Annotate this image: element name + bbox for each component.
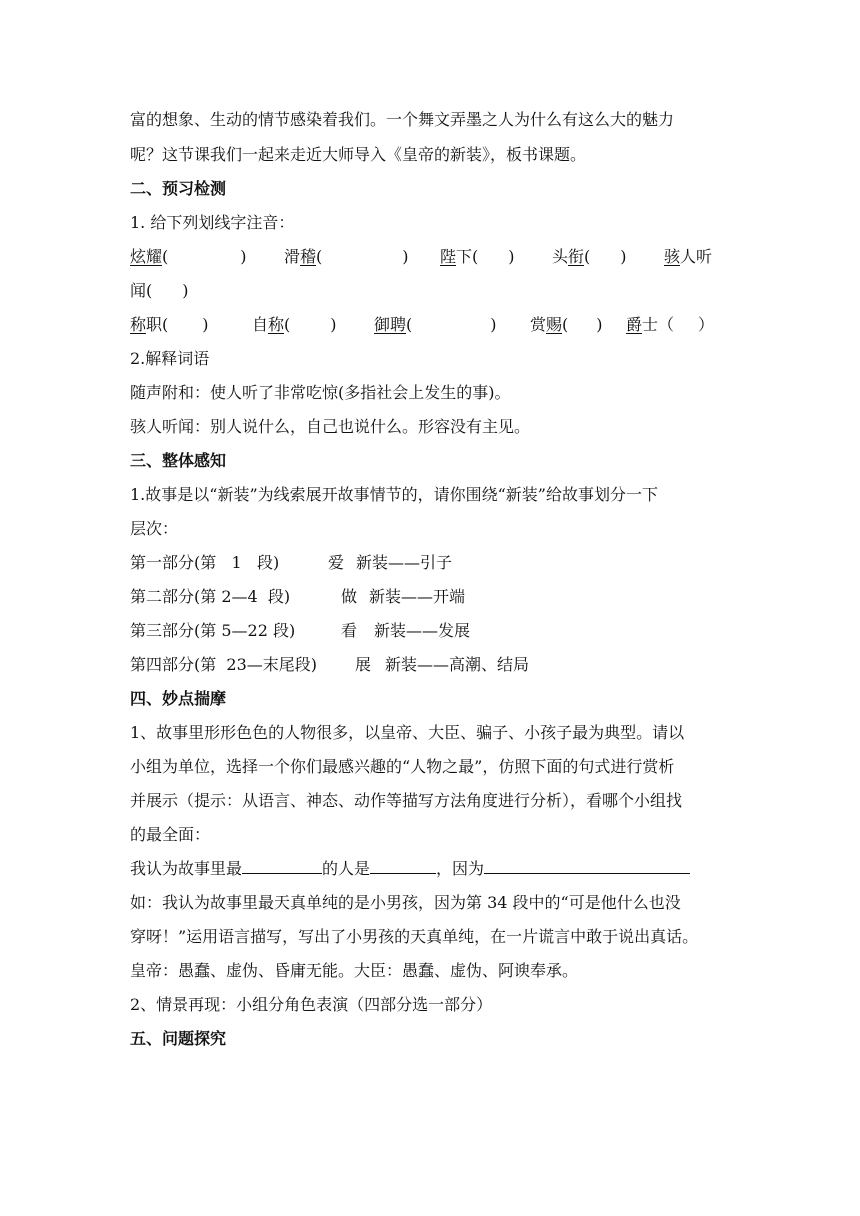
template-text: 的人是 (322, 859, 371, 878)
pinyin-item: 御聘( ) (374, 315, 497, 334)
part-label: 第二部分(第 2—4 段) (130, 587, 291, 606)
pinyin-item: 陛下( ) (440, 247, 515, 266)
part-verb: 展 (355, 655, 372, 674)
section-heading-inquiry: 五、问题探究 (130, 1029, 227, 1048)
example-line-1: 如：我认为故事里最天真单纯的是小男孩，因为第 34 段中的“可是他什么也没 (130, 893, 681, 912)
appreciation-question-line-2: 小组为单位，选择一个你们最感兴趣的“人物之最”，仿照下面的句式进行赏析 (130, 757, 675, 776)
part-verb: 看 (341, 621, 358, 640)
answer-blank-reason[interactable] (484, 857, 690, 874)
part-row (130, 585, 465, 609)
definition-2: 骇人听闻：别人说什么，自己也说什么。形容没有主见。 (130, 417, 531, 436)
appreciation-question-line-3: 并展示（提示：从语言、神态、动作等描写方法角度进行分析），看哪个小组找 (130, 791, 683, 810)
pinyin-item: 爵士（ ） (626, 315, 715, 334)
section-heading-appreciation: 四、妙点揣摩 (130, 689, 227, 708)
overview-question-line-2: 层次： (130, 519, 179, 538)
answer-blank-superlative[interactable] (242, 857, 322, 874)
pinyin-item: 滑稽( ) (284, 247, 409, 266)
character-summary: 皇帝：愚蠢、虚伪、昏庸无能。大臣：愚蠢、虚伪、阿谀奉承。 (130, 961, 579, 980)
part-verb: 爱 (328, 553, 345, 572)
pinyin-row-2 (130, 313, 714, 337)
part-row (130, 653, 529, 677)
roleplay-question: 2、情景再现：小组分角色表演（四部分选一部分） (130, 995, 493, 1014)
pinyin-row-1 (130, 245, 712, 269)
answer-blank-character[interactable] (370, 857, 436, 874)
question-definitions: 2.解释词语 (130, 349, 210, 368)
pinyin-item: 骇人听 (664, 247, 713, 266)
template-text: 我认为故事里最 (130, 859, 243, 878)
pinyin-item: 头衔( ) (552, 247, 627, 266)
section-heading-overview: 三、整体感知 (130, 451, 227, 470)
question-pinyin: 1. 给下列划线字注音： (130, 213, 295, 232)
part-label: 第三部分(第 5—22 段) (130, 621, 296, 640)
example-line-2: 穿呀！”运用语言描写，写出了小男孩的天真单纯，在一片谎言中敢于说出真话。 (130, 927, 699, 946)
appreciation-question-line-4: 的最全面： (130, 825, 211, 844)
fill-in-template (130, 857, 690, 881)
part-desc: 新装——开端 (369, 587, 466, 606)
part-desc: 新装——引子 (356, 553, 453, 572)
section-heading-preview: 二、预习检测 (130, 179, 227, 198)
template-text: ，因为 (436, 859, 485, 878)
pinyin-item: 赏赐( ) (530, 315, 603, 334)
part-label: 第一部分(第 1 段) (130, 553, 280, 572)
part-verb: 做 (341, 587, 358, 606)
intro-line-1: 富的想象、生动的情节感染着我们。一个舞文弄墨之人为什么有这么大的魅力 (130, 110, 675, 129)
part-row (130, 619, 470, 643)
pinyin-item: 自称( ) (252, 315, 337, 334)
definition-1: 随声附和：使人听了非常吃惊(多指社会上发生的事)。 (130, 383, 511, 402)
appreciation-question-line-1: 1、故事里形形色色的人物很多，以皇帝、大臣、骗子、小孩子最为典型。请以 (130, 723, 685, 742)
pinyin-row-1-wrap: 闻( ) (130, 281, 189, 300)
pinyin-item: 称职( ) (130, 315, 209, 334)
part-label: 第四部分(第 23—末尾段) (130, 655, 318, 674)
part-desc: 新装——发展 (374, 621, 471, 640)
part-row (130, 551, 452, 575)
intro-line-2: 呢？这节课我们一起来走近大师导入《皇帝的新装》，板书课题。 (130, 145, 587, 164)
overview-question-line-1: 1.故事是以“新装”为线索展开故事情节的，请你围绕“新装”给故事划分一下 (130, 485, 658, 504)
part-desc: 新装——高潮、结局 (385, 655, 530, 674)
pinyin-item: 炫耀( ) (130, 247, 247, 266)
